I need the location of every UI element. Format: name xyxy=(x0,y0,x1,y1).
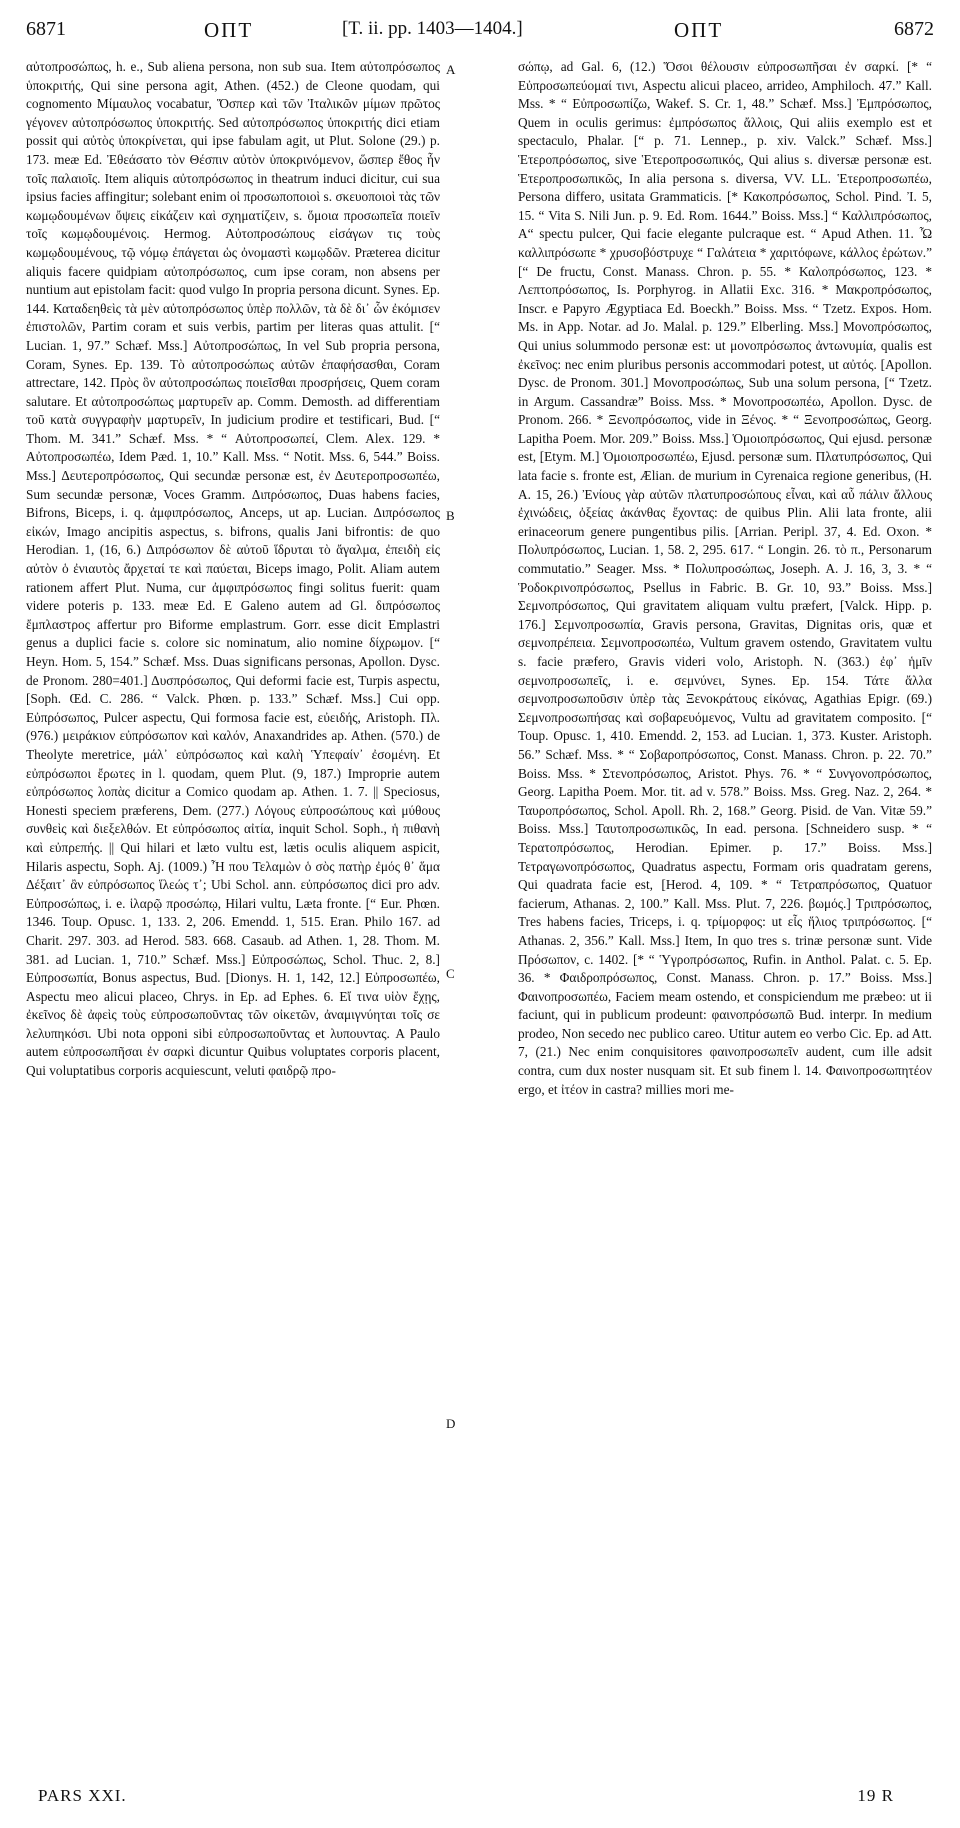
margin-letter-b: B xyxy=(446,508,455,523)
left-column-text: αὐτοπροσώπως, h. e., Sub aliena persona, non sub sua. Item αὐτοπρόσωπος ὑποκριτής, Qui sine persona agit, Athen. (452.) de Cleone quodam, qui cognomento Μίμαυλος vocabatur, Ὅσπερ καὶ τῶν Ἰταλικῶν μίμων πρῶτος γέγονεν αὐτοπρόσωπος ὑποκριτής. Sed αὐτοπρόσωπος ὑποκριτής dici etiam possit qui αὐτὸς ὑποκρίνεται, qui ipse fabulam agit, ut Plut. Solone (29.) p. 173. meæ Ed. Ἐθεάσατο τὸν Θέσπιν αὐτὸν ὑποκρινόμενον, ὥσπερ ἔθος ἦν τοῖς παλαιοῖς. Item aliquis αὐτοπρόσωπος in theatrum induci dicitur, cui sua ipsius facies affingitur; solebant enim οἱ προσωποποιοὶ s. σκευοποιοὶ τὰς τῶν κωμῳδουμένων ὄψεις εἰκάζειν καὶ σχηματίζειν, s. ὅμοια προσωπεῖα ποιεῖν τοῖς κωμῳδουμένοις. Hermog. Αὐτοπροσώπους εἰσάγων τις τοὺς κωμῳδουμένους, τῷ νόμῳ ἐπάγεται ὡς ὀνομαστὶ κωμῳδῶν. Præterea dicitur aliquis facere quidpiam αὐτοπρόσωπος, cum ipse coram, non absens per nuntium aut epistolam facit: quod vulgo In propria persona dicunt. Synes. Ep. 144. Καταδεηθεὶς τὰ μὲν αὐτοπρόσωπος ὑπὲρ πολλῶν, τὰ δὲ δι᾽ ὧν ἐκόμισεν ἐπιστολῶν, Partim coram et suis verbis, partim per literas quas attulit. [“ Lucian. 1, 97.” Schæf. Mss.] Αὐτοπροσώπως, In vel Sub propria persona, Coram, Synes. Ep. 139. Τὸ αὐτοπροσώπως αὐτῶν ἐπαφήσασθαι, Coram attrectare, 142. Πρὸς ὃν αὐτοπροσώπως ποιεῖσθαι προσρήσεις, Quem coram salutare. Et αὐτοπροσώπως μαρτυρεῖν ap. Comm. Demosth. ad differentiam τοῦ κατὰ συγγραφὴν μαρτυρεῖν, In judicium prodire et testificari, Bud. [“ Thom. M. 341.” Schæf. Mss. * “ Αὐτοπροσωπεί, Clem. Alex. 129. * Αὐτοπροσωπέω, Idem Pæd. 1, 10.” Kall. Mss. “ Notit. Mss. 6, 544.” Boiss. Mss.] Δευτερoπρόσωπος, Qui secundæ personæ est, ἐν Δευτεροπροσωπέω, Sum secundæ personæ, Voces Gramm. Διπρόσωπος, Duas habens facies, Bifrons, Biceps, i. q. ἀμφιπρόσωπος, Anceps, ut ap. Lucian. Διπρόσωπος εἰκών, Imago ancipitis aspectus, s. bifrons, qualis Jani bifrontis: de quo Herodian. 1, (16, 6.) Διπρόσωπον δὲ αὐτοῦ ἵδρυται τὸ ἄγαλμα, ἐπειδὴ εἰς αὐτὸν ὁ ἐνιαυτὸς ἄρχεταί τε καὶ παύεται, Biceps imago, Polit. Aliam autem rationem affert Plut. Numa, cur ἀμφιπρόσωπος fingi solitus fuerit: quam videre poteris p. 133. meæ Ed. E Galeno autem ad Gl. διπρόσωπος ἔμπλαστρος affertur pro Biforme emplastrum. Gorr. esse dicit Emplastri genus a duplici facie s. colore sic nominatum, alio nomine δίχρωμον. [“ Heyn. Hom. 5, 154.” Schæf. Mss. Duas significans personas, Apollon. Dysc. de Pronom. 280=401.] Δυσπρόσωπος, Qui deformi facie est, Turpis aspectu, [Soph. Œd. C. 286. “ Valck. Phœn. p. 133.” Schæf. Mss.] Cui opp. Εὐπρόσωπος, Pulcer aspectu, Qui formosa facie est, εὐειδής, Aristoph. Πλ. (976.) μειράκιον εὐπρόσωπον καὶ καλόν, Anaxandrides ap. Athen. (570.) de Theolyte meretrice, μάλ᾽ εὐπρόσωπος καὶ καλὴ Ὑπεφαίν᾽ ἐσομένη. Et εὐπρόσωποι ἔρωτες in l. quodam, quem Plut. (9, 187.) Improprie autem εὐπρόσωπος λοπὰς dicitur a Comico quodam ap. Athen. 1. 7. || Speciosus, Honesti speciem præferens, Dem. (277.) Λόγους εὐπροσώπους καὶ μύθους συνθεὶς καὶ διεξελθών. Et εὐπρόσωπος αἰτία, inquit Schol. Soph., ἡ πιθανὴ καὶ εὐπρεπής. || Qui hilari et læto vultu est, lætis oculis aliquem aspicit, Hilaris aspectu, Soph. Aj. (1009.) Ἦ που Τελαμὼν ὁ σὸς πατὴρ ἐμός θ᾽ ἅμα Δέξαιτ᾽ ἂν εὐπρόσωπος ἵλεώς τ᾽; Ubi Schol. ann. εὐπρόσωπος dici pro adv. Εὐπροσώπως, i. e. ἱλαρῷ προσώπῳ, Hilari vultu, Læta fronte. [“ Eur. Phœn. 1346. Toup. Opusc. 1, 133. 2, 206. Emendd. 1, 515. Eran. Philo 167. ad Charit. 297. 303. ad Herod. 583. 668. Casaub. ad Athen. 1, 28. Thom. M. 381. ad Lucian. 1, 710.” Schæf. Mss.] Εὐπροσώπως, Schol. Thuc. 2, 8.] Εὐπροσωπία, Bonus aspectus, Bud. [Dionys. H. 1, 142, 12.] Εὐπροσωπέω, Aspectu meo alicui placeo, Chrys. in Ep. ad Ephes. 6. Εἴ τινα υἱὸν ἔχῃς, ἐκεῖνος δὲ ἀφεὶς τοὺς εὐπροσωποῦντας τῶν οἰκετῶν, ἀναμιγνύηται τοῖς σε λελυπηκόσι. Ubi nota opponi sibi εὐπροσωποῦντας et λυπουντας. A Paulo autem εὐπροσωπῆσαι ἐν σαρκὶ dicuntur Quibus voluptates corporis placent, Qui voluptatibus corporis acquiescunt, veluti φαιδρῷ προ- xyxy=(26,59,440,1079)
catchword: 19 R xyxy=(857,1786,894,1805)
margin-letter-a: A xyxy=(446,62,456,77)
right-headword: ΟΠΤ xyxy=(674,18,724,42)
margin-letter-d: D xyxy=(446,1416,456,1431)
left-column-number: 6871 xyxy=(26,18,66,40)
left-headword: ΟΠΤ xyxy=(204,18,254,42)
volume-reference: [T. ii. pp. 1403—1404.] xyxy=(342,18,523,39)
page-footer xyxy=(26,1786,934,1810)
right-column-number: 6872 xyxy=(894,18,934,40)
right-column-text: σώπῳ, ad Gal. 6, (12.) Ὅσοι θέλουσιν εὐπροσωπῆσαι ἐν σαρκί. [* “ Εὐπροσωπεύομαί τινι, Aspectu alicui placeo, arrideo, Amphiloch. 47.” Kall. Mss. * “ Εὐπροσωπίζω, Wakef. S. Cr. 1, 48.” Schæf. Mss.] Ἐμπρόσωπος, Quem in oculis gerimus: ἐμπρόσωπος ἄλλοις, Qui aliis exemplo est et spectaculo, Phalar. [“ p. 71. Lennep., p. xiv. Valck.” Schæf. Mss.] Ἑτεροπρόσωπος, sive Ἑτεροπροσωπικός, Qui alius s. diversæ personæ est. Ἑτεροπροσωπικῶς, In alia persona s. diversa, VV. LL. Ἑτεροπροσωπέω, Persona differo, usitata Grammaticis. [* Κακοπρόσωπος, Schol. Pind. Ἰ. 5, 15. “ Vita S. Nili Jun. p. 9. Ed. Rom. 1644.” Boiss. Mss.] “ Καλλιπρόσωπος, A“ spectu pulcer, Qui facie elegante pulcraque est. “ Apud Athen. 11. Ὦ καλλιπρόσωπε * χρυσοβόστρυχε “ Γαλάτεια * χαριτόφωνε, κάλλος ἐρώτων.” [“ De fructu, Const. Manass. Chron. p. 55. * Καλοπρόσωπος, 123. * Λεπτοπρόσωπος, Is. Porphyrog. in Allatii Exc. 316. * Μακροπρόσωπος, Inscr. e Papyro Ægyptiaca Ed. Boeckh.” Boiss. Mss. “ Tzetz. Expos. Hom. Ms. in App. Notar. ad Jo. Malal. p. 129.” Elberling. Mss.] Μονοπρόσωπος, Qui unius solummodo personæ est: ut μονοπρόσωπος ἀντωνυμία, qualis est ἐκεῖνος: nec enim pluribus personis accommodari potest, ut αὐτός. [Apollon. Dysc. de Pronom. 301.] Μονοπροσώπως, Sub una solum persona, [“ Tzetz. in Argum. Cassandræ” Boiss. Mss. * Μονοπροσωπέω, Apollon. Dysc. de Pronom. 266. * Ξενοπρόσωπος, vide in Ξένος. * “ Ξενοπροσώπως, Georg. Lapitha Poem. Mor. 209.” Boiss. Mss.] Ὁμοιοπρόσωπος, Qui ejusd. personæ est, [Etym. M.] Ὁμοιοπροσωπέω, Ejusd. personæ sum. Πλατυπρόσωπος, Qui lata facie s. fronte est, Ælian. de murium in Cyrenaica regione generibus, (H. A. 15, 26.) Ἐνίους γὰρ αὐτῶν πλατυπροσώπους εἶναι, καὶ αὖ πάλιν ἄλλους ἐχινώδεις, ὀξείας ἀκάνθας ἔχοντας: de quibus Plin. Alii lata fronte, alii erinaceorum genere pungentibus pilis. [Arrian. Peripl. 37, 4. Ed. Oxon. * Πολυπρόσωπος, Lucian. 1, 58. 2, 295. 617. “ Longin. 26. τὸ π., Personarum commutatio.” Seager. Mss. * Πολυπροσώπως, Joseph. A. J. 16, 3, 3. * “ Ῥοδοκρινοπρόσωπος, Psellus in Fabric. B. Gr. 10, 93.” Boiss. Mss.] Σεμνοπρόσωπος, Qui gravitatem aliquam vultu præfert, [Valck. Hipp. p. 176.] Σεμνοπροσωπία, Gravis persona, Gravitas, Dignitas oris, quæ et σεμνοπρέπεια. Σεμνοπροσωπέω, Vultum gravem ostendo, Gravitatem vultu s. facie præfero, Gravis videri volo, Aristoph. N. (363.) ἐφ᾽ ἡμῖν σεμνοπροσωπεῖς, i. e. σεμνύνει, Synes. Ep. 154. Τάτε ἄλλα σεμνοπροσωποῦσιν ὑπὲρ τὰς Ξενοκράτους εἰκόνας, Agathias Epigr. (69.) Σεμνοπροσωπήσας καὶ σοβαρευόμενος, Vultu ad gravitatem composito. [“ Toup. Opusc. 1, 410. Emendd. 2, 153. ad Lucian. 1, 373. Kuster. Aristoph. 56.” Schæf. Mss. * “ Σοβαροπρόσωπος, Const. Manass. Chron. p. 22. 70.” Boiss. Mss. * Στενοπρόσωπος, Aristot. Phys. 76. * “ Συνγονοπρόσωπος, Georg. Lapitha Poem. Mor. tit. ad v. 578.” Boiss. Mss. Greg. Naz. 2, 264. * Ταυροπρόσωπος, Schol. Apoll. Rh. 2, 168.” Georg. Pisid. de Van. Vitæ 59.” Boiss. Mss.] Ταυτοπροσωπικῶς, In ead. persona. [Schneidero susp. * “ Τερατοπρόσωπος, Herodian. Epimer. p. 17.” Boiss. Mss.] Τετραγωνοπρόσωπος, Quadratus aspectu, Formam oris quadratam gerens, Qui quadrata facie est, [Herod. 4, 109. * “ Τετραπρόσωπος, Quatuor facierum, Athanas. 2, 100.” Kall. Mss. Plut. 7, 226. βωμός.] Τριπρόσωπος, Tres habens facies, Triceps, i. q. τρίμορφος: ut εἷς ἥλιος τριπρόσωπος. [“ Athanas. 2, 356.” Kall. Mss.] Item, In quo tres s. trinæ personæ sunt. Vide Πρόσωπον, c. 1402. [* “ Ὑγροπρόσωπος, Rufin. in Anthol. Palat. c. 5. Ep. 36. * Φαιδροπρόσωπος, Const. Manass. Chron. p. 17.” Boiss. Mss.] Φαινοπροσωπέω, Faciem meam ostendo, et conspiciendum me præbeo: ut ii faciunt, qui in publicum prodeunt: φαινοπρόσωπῶ Bud. interpr. In medium prodeo, Non secedo nec publico careo. Utitur autem eo verbo Cic. Ep. ad Att. 7, (21.) Nec enim conquisitores φαινοπροσωπεῖν audent, cum ille adsit contra, cum dux noster nusquam sit. Et sub finem l. 14. Φαινοπροσωπητέον ergo, et ἰτέον in castra? millies mori me- xyxy=(518,59,932,1097)
margin-letter-c: C xyxy=(446,966,455,981)
left-column xyxy=(26,58,440,1081)
signature-mark: PARS XXI. xyxy=(38,1786,127,1805)
right-column xyxy=(518,58,932,1099)
page-header xyxy=(26,18,934,44)
